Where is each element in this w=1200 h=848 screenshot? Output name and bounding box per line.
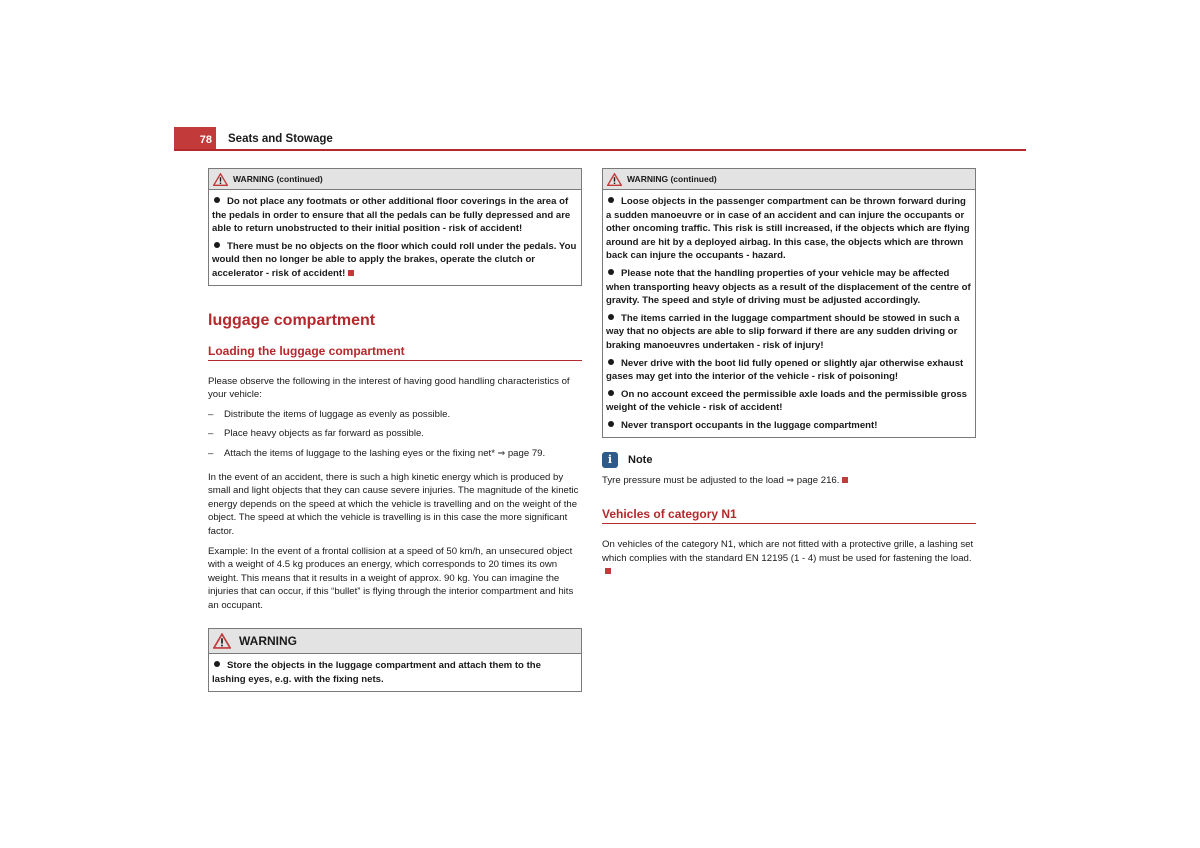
list-item: – Attach the items of luggage to the lashing eyes or the fixing net* ⇒ page 79.	[208, 447, 546, 459]
warning-item: There must be no objects on the floor which could roll under the pedals. You would then no longer be able to apply the brakes, operate the clutch or accelerator - risk of accident!	[212, 240, 577, 279]
list-item: – Distribute the items of luggage as evenly as possible.	[208, 408, 451, 420]
warning-title: WARNING (continued)	[627, 174, 717, 184]
bullet-icon	[608, 359, 614, 365]
example-paragraph: Example: In the event of a frontal collision at a speed of 50 km/h, an unsecured object with a weight of 4.5 kg produces an energy, which corresponds to 20 times its own weight. This means that it results in a weight of approx. 90 kg. You can imagine the injuries that can occur, if this “bullet” is flying through the interior compartment and hits an occupant.	[208, 545, 574, 611]
end-mark-icon	[842, 477, 848, 483]
warning-title: WARNING (continued)	[233, 174, 323, 184]
warning-item: Never drive with the boot lid fully opened or slightly ajar otherwise exhaust gases may get into the interior of the vehicle - risk of poisoning!	[606, 357, 964, 383]
warning-continued-box-left	[208, 168, 582, 286]
warning-triangle-icon	[213, 633, 231, 649]
warning-item: Store the objects in the luggage compartment and attach them to the lashing eyes, e.g. with the fixing nets.	[212, 660, 541, 686]
warning-triangle-icon	[213, 173, 228, 186]
end-mark-icon	[605, 568, 611, 574]
warning-head	[603, 169, 975, 190]
bullet-icon	[608, 390, 614, 396]
warning-item: Please note that the handling properties of your vehicle may be affected when transporting heavy objects as a result of the displacement of the centre of gravity. The speed and style of driving must be adjusted accordingly.	[606, 267, 971, 307]
bullet-icon	[214, 242, 220, 248]
note-header	[602, 452, 976, 468]
page-number: 78	[174, 127, 216, 149]
bullet-icon	[608, 314, 614, 320]
warning-box-left	[208, 628, 582, 691]
page-reference-link[interactable]: page 79.	[507, 447, 546, 459]
warning-triangle-icon	[607, 173, 622, 186]
n1-paragraph: On vehicles of the category N1, which are not fitted with a protective grille, a lashing set which complies with the standard EN 12195 (1 - 4) must be used for fastening the load.	[602, 538, 976, 579]
warning-head	[209, 629, 581, 654]
arrow-right-icon: ⇒	[497, 447, 506, 458]
warning-title: WARNING	[239, 634, 297, 649]
kinetic-energy-paragraph: In the event of an accident, there is such a high kinetic energy which is produced by small and light objects that they can cause severe injuries. The magnitude of the kinetic energy depends on the speed at which the vehicle is travelling and on the weight of the object. The speed at which the vehicle is travelling is in this case the more significant factor.	[208, 471, 579, 537]
warning-item: Never transport occupants in the luggage compartment!	[606, 419, 971, 433]
bullet-icon	[214, 197, 220, 203]
right-column	[602, 168, 976, 585]
warning-item: Loose objects in the passenger compartment can be thrown forward during a sudden manoeuvre or in case of an accident and can injure the occupants or other oncoming traffic. This risk is still increased, if the objects which are flying around are hit by a deployed airbag. In this case, the objects which are thrown back can injure the occupants - hazard.	[606, 196, 970, 262]
note-title: Note	[628, 453, 653, 466]
page-header	[174, 127, 1026, 151]
warning-continued-box-right	[602, 168, 976, 438]
bullet-icon	[608, 269, 614, 275]
intro-paragraph: Please observe the following in the interest of having good handling characteristics of your vehicle:	[208, 375, 570, 401]
bullet-icon	[214, 661, 220, 667]
list-item: – Place heavy objects as far forward as possible.	[208, 428, 424, 440]
bullet-icon	[608, 197, 614, 203]
subsection-title: Vehicles of category N1	[602, 507, 976, 524]
arrow-right-icon: ⇒	[786, 474, 795, 485]
end-mark-icon	[348, 270, 354, 276]
bullet-icon	[608, 421, 614, 427]
section-title: luggage compartment	[208, 311, 376, 329]
chapter-title: Seats and Stowage	[228, 133, 333, 145]
note-text: Tyre pressure must be adjusted to the load ⇒ page 216.	[602, 474, 976, 488]
warning-item: The items carried in the luggage compartment should be stowed in such a way that no objects are able to slip forward if there are any sudden driving or braking manoeuvres undertaken - risk of injury!	[606, 312, 960, 351]
warning-item: On no account exceed the permissible axle loads and the permissible gross weight of the vehicle - risk of accident!	[606, 388, 968, 414]
warning-item: Do not place any footmats or other additional floor coverings in the area of the pedals in order to ensure that all the pedals can be fully depressed and are able to return unobstructed to their initial position - risk of accident!	[212, 196, 571, 235]
info-icon: i	[602, 452, 618, 468]
page-reference-link[interactable]: page 216.	[796, 474, 840, 486]
subsection-title: Loading the luggage compartment	[208, 344, 582, 361]
left-column	[208, 168, 582, 692]
warning-head	[209, 169, 581, 190]
